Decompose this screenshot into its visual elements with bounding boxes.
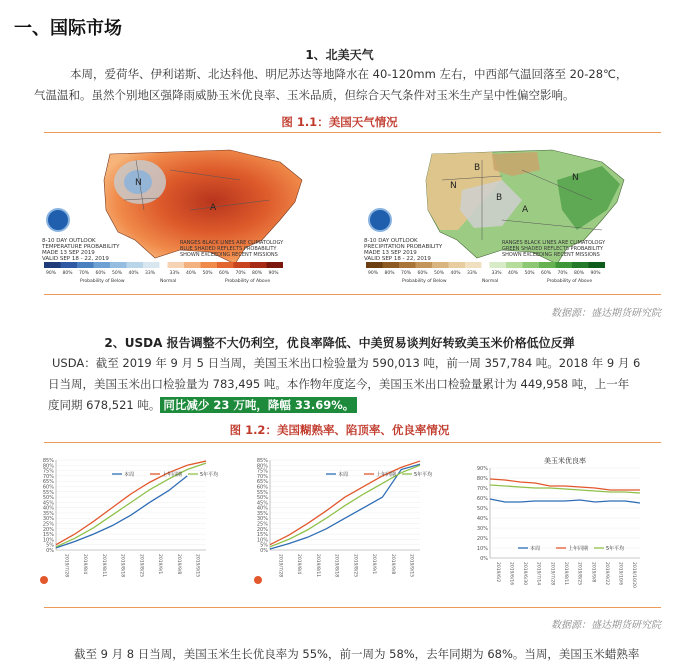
temperature-outlook-map [40,140,320,285]
x-tick-label: 2019/8/4 [296,554,302,575]
y-tick-label: 0% [260,548,268,554]
scale-tick-label: 80% [384,271,395,276]
x-tick-label: 2019/10/20 [631,562,637,588]
precip-map-graphic [362,140,642,285]
y-tick-label: 70% [476,486,488,492]
scale-swatch [201,262,218,268]
x-tick-label: 2019/8/11 [314,554,320,578]
precipitation-scale-bar [366,262,605,284]
scale-tick-label: 50% [202,271,213,276]
scale-label-normal: Normal [482,279,499,284]
y-tick-label: 90% [476,466,488,472]
temperature-map-graphic [40,140,320,285]
scale-swatch [383,262,400,268]
scale-tick-label: 90% [590,271,601,276]
scale-swatch [572,262,589,268]
weather-line-1: 本周，爱荷华、伊利诺斯、北达科他、明尼苏达等地降水在 40-120mm 左右，中西部气温回落至 20-28℃， [70,67,628,81]
scale-tick-label: 50% [434,271,445,276]
y-tick-label: 80% [42,463,54,470]
x-tick-label: 2019/6/30 [522,562,528,586]
y-tick-label: 45% [256,500,268,507]
scale-tick-label: 33% [169,271,180,276]
usda-highlight: 同比减少 23 万吨，降幅 33.69%。 [160,397,357,413]
scale-swatch [366,262,383,268]
y-tick-label: 40% [42,505,54,512]
precip-region-label-a: A [522,205,529,215]
y-tick-label: 20% [476,536,488,542]
scale-tick-label: 60% [541,271,552,276]
x-tick-label: 2019/8/25 [352,554,358,578]
temp-header-0: 8-10 DAY OUTLOOK [42,238,96,244]
scale-label-normal: Normal [160,279,177,284]
x-tick-label: 2019/7/28 [63,554,69,578]
y-tick-label: 50% [256,495,268,502]
bottom-paragraph [48,644,658,665]
precip-header-1: PRECIPITATION PROBABILITY [364,244,443,250]
section-title: 一、国际市场 [14,18,122,39]
scale-swatch [110,262,127,268]
noaa-logo-icon [47,209,69,231]
scale-swatch [77,262,94,268]
weather-paragraph [34,64,658,108]
usda-line-2: 日当周，美国玉米出口检验量为 783,495 吨。本作物年度迄今，美国玉米出口检验量累计为 449,958 吨，上一年 [48,377,630,391]
scale-tick-label: 60% [219,271,230,276]
x-tick-label: 2019/9/15 [194,554,200,578]
scale-label-below: Probability of Below [80,279,125,284]
precip-header-3: VALID SEP 18 - 22, 2019 [364,256,431,262]
dough-rate-chart [36,452,219,602]
y-tick-label: 85% [42,458,54,464]
y-tick-label: 75% [256,468,268,475]
noaa-logo-icon [369,209,391,231]
y-tick-label: 30% [256,516,268,523]
y-tick-label: 80% [256,463,268,470]
y-tick-label: 5% [260,542,268,549]
x-tick-label: 2019/9/8 [590,562,596,583]
scale-tick-label: 70% [235,271,246,276]
scale-swatch [416,262,433,268]
usda-line-3-text: 度同期 678,521 吨。 [48,398,161,412]
precip-note-1: GREEN SHADED REFLECTS PROBABILITY [502,246,604,252]
scale-swatch [523,262,540,268]
usda-source: 数据源：盛达期货研究院 [551,620,661,631]
usda-subtitle: 2、USDA 报告调整不大仍利空，优良率降低、中美贸易谈判好转致美玉米价格低位反弹 [104,336,575,350]
y-tick-label: 60% [42,484,54,491]
y-tick-label: 60% [256,484,268,491]
y-tick-label: 35% [256,510,268,517]
good-excellent-chart [470,452,646,602]
scale-label-above: Probability of Above [225,279,271,284]
y-tick-label: 10% [42,537,54,544]
x-tick-label: 2019/8/11 [100,554,106,578]
scale-tick-label: 70% [401,271,412,276]
scale-tick-label: 90% [268,271,279,276]
x-tick-label: 2019/6/2 [494,562,500,583]
scale-tick-label: 40% [450,271,461,276]
scale-tick-label: 60% [417,271,428,276]
usda-line-3 [48,395,357,416]
y-tick-label: 85% [256,458,268,464]
y-tick-label: 10% [256,537,268,544]
good-excellent-chart-svg [470,452,646,602]
scale-swatch [44,262,61,268]
chart-title: 美玉米优良率 [544,457,586,465]
weather-line-2: 气温温和。虽然个别地区强降雨威胁玉米优良率、玉米品质，但综合天气条件对玉米生产呈中性偏空影响。 [34,88,575,102]
scale-tick-label: 70% [557,271,568,276]
precip-note-0: RANGES BLACK LINES ARE CLIMATOLOGY [502,240,606,246]
x-tick-label: 2019/8/25 [138,554,144,578]
temp-note-1: BLUE SHADED REFLECTS PROBABILITY [180,246,277,252]
figure-rule-bottom [44,294,661,295]
scale-swatch [61,262,78,268]
figure-rule-top-2 [44,442,661,443]
legend-label: 上年同期 [162,472,183,478]
x-tick-label: 2019/8/11 [563,562,568,586]
legend-label: 5年平均 [414,472,433,478]
scale-tick-label: 50% [112,271,123,276]
x-tick-label: 2019/7/14 [535,562,541,586]
scale-swatch [94,262,111,268]
temp-region-label-n: N [135,178,142,188]
series-line [490,499,640,503]
bottom-line: 截至 9 月 8 日当周，美国玉米生长优良率为 55%，前一周为 58%，去年同期为 68%。当周，美国玉米蜡熟率 [74,647,640,661]
x-tick-label: 2019/8/18 [333,554,339,578]
y-tick-label: 70% [42,473,54,480]
scale-tick-label: 90% [46,271,57,276]
weather-source: 数据源：盛达期货研究院 [551,308,661,319]
y-tick-label: 30% [476,526,488,532]
scale-swatch [267,262,284,268]
scale-swatch [399,262,416,268]
y-tick-label: 65% [256,479,268,486]
x-tick-label: 2019/7/28 [277,554,283,578]
x-tick-label: 2019/9/8 [389,554,395,575]
scale-tick-label: 40% [186,271,197,276]
scale-tick-label: 33% [145,271,156,276]
scale-swatch [539,262,556,268]
y-tick-label: 25% [256,521,268,528]
y-tick-label: 15% [42,532,54,539]
y-tick-label: 0% [480,556,488,562]
temperature-scale-bar [44,262,283,284]
scale-swatch [168,262,185,268]
y-tick-label: 50% [42,495,54,502]
dent-rate-chart-svg [250,452,433,602]
x-tick-label: 2019/9/1 [157,554,163,575]
scale-label-above: Probability of Above [547,279,593,284]
precip-header-2: MADE 13 SEP 2019 [364,250,417,256]
scale-swatch [184,262,201,268]
scale-swatch [432,262,449,268]
scale-swatch [589,262,606,268]
y-tick-label: 5% [46,542,54,549]
weather-figure-caption: 图 1.1：美国天气情况 [281,115,398,129]
x-tick-label: 2019/9/8 [175,554,181,575]
precipitation-outlook-map [362,140,642,285]
precip-region-label-n1: N [450,181,457,191]
legend-label: 5年平均 [200,472,219,478]
scale-tick-label: 80% [252,271,263,276]
y-tick-label: 35% [42,510,54,517]
temp-region-label-a: A [210,203,217,213]
scale-swatch [506,262,523,268]
scale-tick-label: 90% [368,271,379,276]
scale-swatch [250,262,267,268]
y-tick-label: 75% [42,468,54,475]
scale-tick-label: 40% [508,271,519,276]
scale-tick-label: 50% [524,271,535,276]
x-tick-label: 2019/9/1 [371,554,377,575]
legend-label: 本周 [338,472,349,478]
temp-note-2: SHOWN EXCEEDING RECENT MISSIONS [180,252,278,258]
brand-logo-icon [40,576,48,584]
temp-header-2: MADE 13 SEP 2019 [42,250,95,256]
y-tick-label: 10% [476,546,488,552]
legend-label: 本周 [124,472,135,478]
scale-swatch [490,262,507,268]
scale-swatch [234,262,251,268]
temp-header-1: TEMPERATURE PROBABILITY [42,244,120,250]
precip-region-label-n2: N [572,173,579,183]
legend-label: 上年同期 [568,546,589,552]
scale-tick-label: 60% [95,271,106,276]
precip-region-label-b1: B [474,163,481,173]
usda-line-1: USDA：截至 2019 年 9 月 5 日当周，美国玉米出口检验量为 590,013 吨，前一周 357,784 吨。2018 年 9 月 6 [52,356,641,370]
y-tick-label: 55% [256,489,268,496]
scale-swatch [143,262,160,268]
x-tick-label: 2019/7/28 [549,562,555,586]
y-tick-label: 30% [42,516,54,523]
scale-label-below: Probability of Below [402,279,447,284]
y-tick-label: 60% [476,496,488,502]
dough-rate-chart-svg [36,452,219,602]
figure-rule-bottom-2 [44,607,661,608]
scale-swatch [127,262,144,268]
x-tick-label: 2019/8/4 [82,554,88,575]
usda-paragraph [48,353,658,419]
y-tick-label: 45% [42,500,54,507]
y-tick-label: 20% [256,526,268,533]
y-tick-label: 20% [42,526,54,533]
precip-note-2: SHOWN EXCEEDING RECENT MISSIONS [502,252,600,258]
scale-swatch [556,262,573,268]
x-tick-label: 2019/8/18 [119,554,125,578]
y-tick-label: 50% [476,506,488,512]
scale-swatch [217,262,234,268]
scale-tick-label: 33% [467,271,478,276]
y-tick-label: 40% [476,516,488,522]
scale-swatch [449,262,466,268]
y-tick-label: 65% [42,479,54,486]
precip-region-label-b2: B [496,193,503,203]
brand-logo-icon [254,576,262,584]
usda-figure-caption: 图 1.2：美国糊熟率、陷顶率、优良率情况 [229,423,450,437]
scale-tick-label: 33% [491,271,502,276]
scale-tick-label: 80% [62,271,73,276]
precip-header-0: 8-10 DAY OUTLOOK [364,238,418,244]
y-tick-label: 15% [256,532,268,539]
temp-note-0: RANGES BLACK LINES ARE CLIMATOLOGY [180,240,284,246]
x-tick-label: 2019/8/25 [576,562,582,586]
x-tick-label: 2019/10/6 [617,562,623,586]
legend-label: 5年平均 [606,546,625,552]
x-tick-label: 2019/6/16 [508,562,514,586]
x-tick-label: 2019/9/22 [603,562,609,586]
scale-tick-label: 70% [79,271,90,276]
y-tick-label: 0% [46,548,54,554]
legend-label: 上年同期 [376,472,397,478]
scale-swatch [465,262,482,268]
scale-tick-label: 80% [574,271,585,276]
y-tick-label: 25% [42,521,54,528]
temp-header-3: VALID SEP 18 - 22, 2019 [42,256,109,262]
y-tick-label: 80% [476,476,488,482]
y-tick-label: 55% [42,489,54,496]
y-tick-label: 40% [256,505,268,512]
scale-tick-label: 40% [128,271,139,276]
dent-rate-chart [250,452,433,602]
figure-rule-top [44,132,661,133]
x-tick-label: 2019/9/15 [408,554,414,578]
weather-subtitle: 1、北美天气 [305,48,374,62]
y-tick-label: 70% [256,473,268,480]
legend-label: 本周 [530,546,541,552]
